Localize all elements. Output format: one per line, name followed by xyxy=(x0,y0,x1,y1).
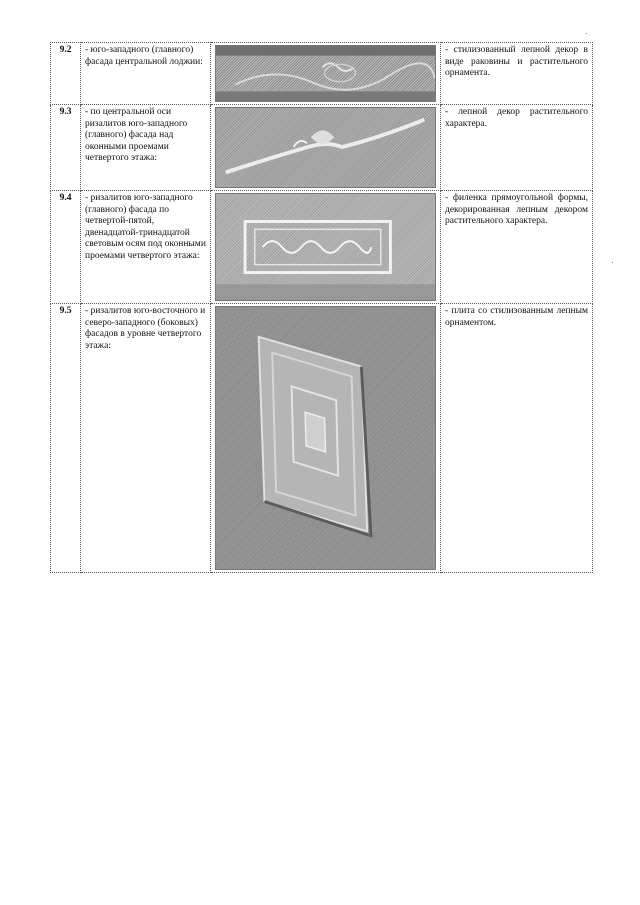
location-text: - по центральной оси ризалитов юго-западного (главного) фасада над оконными проемами четвертого этажа: xyxy=(81,105,211,191)
photo-cell xyxy=(211,191,441,304)
description-text: - плита со стилизованным лепным орнаментом. xyxy=(441,304,593,573)
table-row xyxy=(51,105,593,191)
photo-cell xyxy=(211,105,441,191)
row-number: 9.5 xyxy=(51,304,81,573)
description-text: - филенка прямоугольной формы, декорированная лепным декором растительного характера. xyxy=(441,191,593,304)
row-number: 9.3 xyxy=(51,105,81,191)
row-number: 9.4 xyxy=(51,191,81,304)
photo-cell xyxy=(211,43,441,105)
table-row xyxy=(51,304,593,573)
scan-speck xyxy=(586,33,587,34)
description-text: - стилизованный лепной декор в виде раковины и растительного орнамента. xyxy=(441,43,593,105)
scan-speck xyxy=(612,262,613,263)
table-row xyxy=(51,43,593,105)
location-text: - ризалитов юго-восточного и северо-западного (боковых) фасадов в уровне четвертого этажа: xyxy=(81,304,211,573)
stucco-plate-photo xyxy=(215,306,436,570)
photo-cell xyxy=(211,304,441,573)
table-row xyxy=(51,191,593,304)
panel-relief-photo xyxy=(215,193,436,301)
location-text: - ризалитов юго-западного (главного) фасада по четвертой-пятой, двенадцатой-тринадцатой световым осям под оконными проемами четвертого этажа: xyxy=(81,191,211,304)
monuments-table xyxy=(50,42,593,573)
row-number: 9.2 xyxy=(51,43,81,105)
location-text: - юго-западного (главного) фасада центральной лоджии: xyxy=(81,43,211,105)
description-text: - лепной декор растительного характера. xyxy=(441,105,593,191)
shell-ornament-photo xyxy=(215,45,436,102)
floral-relief-photo xyxy=(215,107,436,188)
